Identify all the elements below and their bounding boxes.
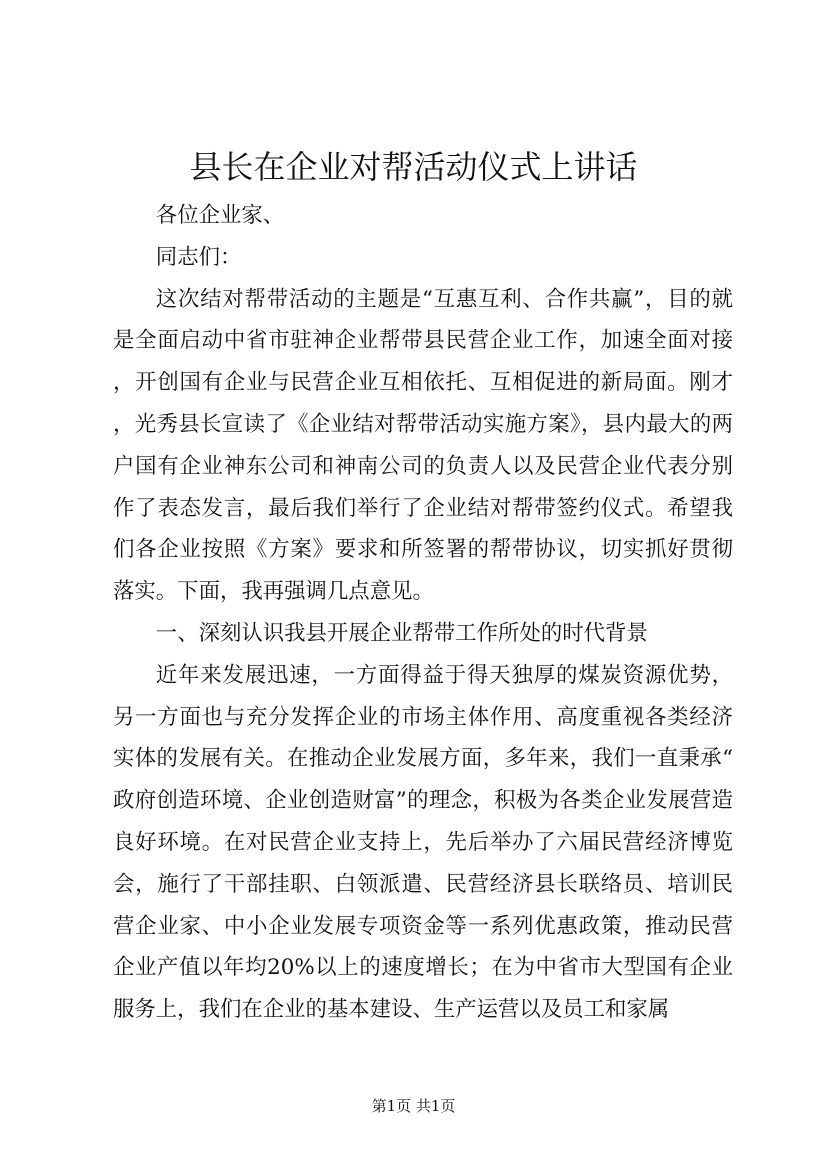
salutation-line: 同志们： [155, 244, 242, 270]
body-paragraph: 近年来发展迅速，一方面得益于得天独厚的煤炭资源优势，另一方面也与充分发挥企业的市场主体作用、高度重视各类经济实体的发展有关。在推动企业发展方面，多年来，我们一直秉承“政府创造环境、企业创造财富”的理念，积极为各类企业发展营造良好环境。在对民营企业支持上，先后举办了六届民营经济博览会，施行了干部挂职、白领派遣、民营经济县长联络员、培训民营企业家、中小企业发展专项资金等一系列优惠政策，推动民营企业产值以年均20%以上的速度增长；在为中省市大型国有企业服务上，我们在企业的基本建设、生产运营以及员工和家属 [113, 662, 733, 1023]
salutation-line: 各位企业家、 [155, 203, 285, 228]
document-body [113, 195, 733, 1031]
document-title: 县长在企业对帮活动仪式上讲话 [189, 148, 638, 186]
body-paragraph: 这次结对帮带活动的主题是“互惠互利、合作共赢”，目的就是全面启动中省市驻神企业帮带县民营企业工作，加速全面对接，开创国有企业与民营企业互相依托、互相促进的新局面。刚才，光秀县长宣读了《企业结对帮带活动实施方案》，县内最大的两户国有企业神东公司和神南公司的负责人以及民营企业代表分别作了表态发言，最后我们举行了企业结对帮带签约仪式。希望我们各企业按照《方案》要求和所签署的帮带协议，切实抓好贯彻落实。下面，我再强调几点意见。 [113, 286, 733, 605]
section-heading: 一、深刻认识我县开展企业帮带工作所处的时代背景 [155, 620, 648, 646]
page-number-footer: 第1页 共1页 [371, 1097, 456, 1115]
